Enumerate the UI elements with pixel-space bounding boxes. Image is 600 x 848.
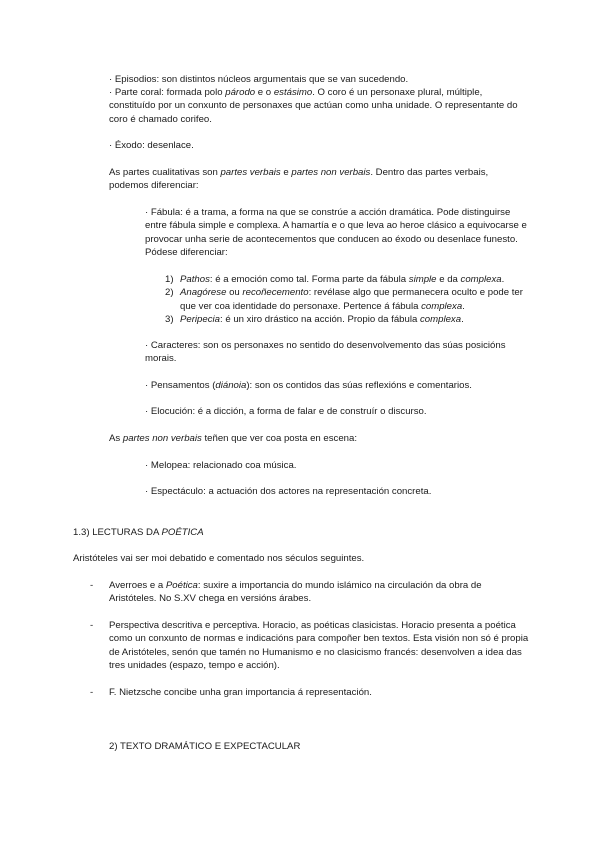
list-number: 1) [165,274,174,285]
text: . Dentro das partes verbais, podemos diferenciar: [109,167,489,192]
text: Averroes e a [109,580,166,591]
paragraph-nietzsche: F. Nietzsche concibe unha gran importancia á representación. [109,687,372,698]
text: : revélase algo que permanecera oculto e pode ter que ver coa identidade do personaxe. Pertence á fábula [180,287,523,312]
list-item [165,286,540,313]
italic-text: Pathos [180,274,210,285]
paragraph-horacio: Perspectiva descritiva e perceptiva. Horacio, as poéticas clasicistas. Horacio presenta a poética como un conxunto de normas e indicacións para compoñer ben textos. Esta visión non só é propia de Aristóteles, senón que tamén no Humanismo e no clasicismo francés: desenvolven a idea das tres unidades (espazo, tempo e acción). [109,620,529,671]
italic-text: partes verbais [220,167,281,178]
dash-bullet: - [90,580,94,591]
italic-text: complexa [460,274,502,285]
italic-text: Peripecia [180,313,220,325]
text: ou [226,287,243,299]
paragraph-exodo: · Éxodo: desenlace. [109,140,194,151]
text: : suxire a importancia do mundo islámico na circulación da obra de Aristóteles. No S.XV chega en versións árabes. [109,580,482,605]
paragraph-episodios [109,73,529,86]
paragraph-caracteres: · Caracteres: son os personaxes no sentido do desenvolvemento das súas posicións morais. [145,340,506,365]
paragraph-pensamentos [145,379,527,392]
fabula-list [165,273,540,326]
italic-text: Poética [165,580,198,591]
list-item [165,313,540,326]
text: e da [436,274,461,285]
paragraph-fabula: · Fábula: é a trama, a forma na que se constrúe a acción dramática. Pode distinguirse entre fábula simple e complexa. A hamartía e o que leva ao heroe clásico a equivocarse e provocar unha serie de acontecementos que conducen ao éxodo ou desenlace funesto. Pódese diferenciar: [145,207,527,258]
paragraph-partes-cualitativas [109,166,529,193]
text: e o [255,87,274,98]
text: : é un xiro drástico na acción. Propio da fábula [220,313,420,325]
italic-text: estásimo [273,87,313,98]
section-heading-2: 2) TEXTO DRAMÁTICO E EXPECTACULAR [109,741,301,752]
list-number: 2) [165,287,174,299]
text: As [109,433,123,444]
list-number: 3) [165,313,174,325]
text: · Pensamentos ( [145,380,216,391]
paragraph-elocucion: · Elocución: é a dicción, a forma de falar e de construír o discurso. [145,406,427,417]
section-heading-1-3 [73,526,513,539]
italic-text: complexa [421,300,463,312]
text: son distintos núcleos argumentais que se van sucedendo. [159,74,409,85]
italic-text: Anagórese [180,287,227,299]
text: . [461,313,464,325]
text: · Parte coral: [109,87,164,98]
dash-bullet: - [90,620,94,631]
text: · Episodios: [109,74,160,85]
italic-text: partes non verbais [291,167,371,178]
italic-text: recoñecemento [242,287,309,299]
text: . O coro é un personaxe plural, múltiple, constituído por un conxunto de personaxes que actúan como unha unidade. O representante do coro é chamado corifeo. [109,87,518,125]
italic-text: párodo [225,87,256,98]
text: As partes cualitativas son [109,167,221,178]
paragraph-averroes [109,579,529,606]
text: . [462,300,465,312]
text: : é a emoción como tal. Forma parte da fábula [209,274,409,285]
paragraph-espectaculo: · Espectáculo: a actuación dos actores na representación concreta. [145,486,432,497]
text: 1.3) LECTURAS DA [73,527,162,538]
paragraph-parte-coral [109,86,529,126]
list-item [165,273,540,286]
italic-text: simple [408,274,437,285]
italic-text: diánoia [215,380,247,391]
paragraph-non-verbais [109,432,529,445]
text: e [280,167,292,178]
italic-text: POÉTICA [161,527,204,538]
italic-text: partes non verbais [122,433,202,444]
italic-text: complexa [420,313,462,325]
paragraph-melopea: · Melopea: relacionado coa música. [145,460,297,471]
dash-bullet: - [90,687,94,698]
paragraph-aristoteles: Aristóteles vai ser moi debatido e comentado nos séculos seguintes. [73,553,365,564]
text: ): son os contidos das súas reflexións e comentarios. [246,380,472,391]
text: formada polo [163,87,226,98]
text: teñen que ver coa posta en escena: [201,433,358,444]
text: . [501,274,505,285]
